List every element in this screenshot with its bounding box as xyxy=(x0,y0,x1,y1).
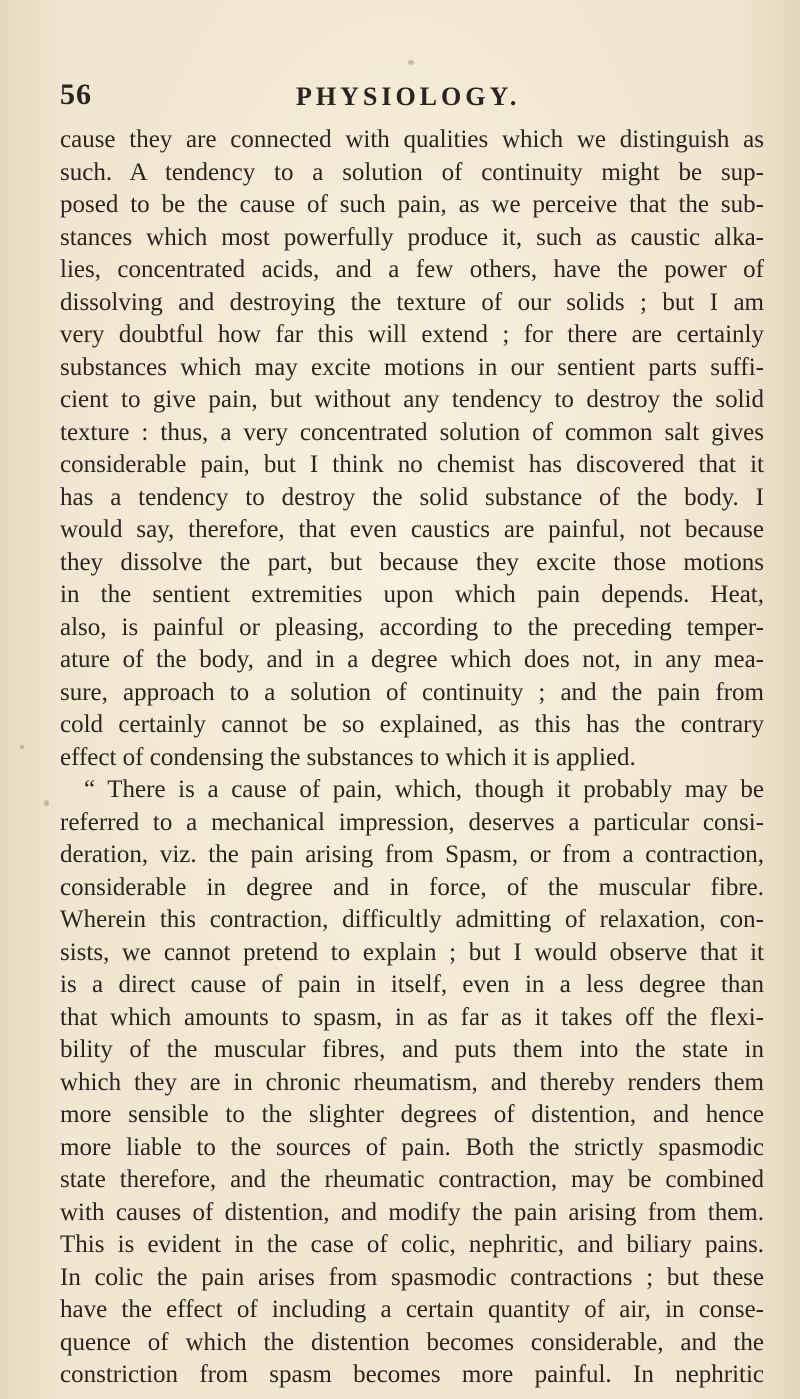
text-line: texture : thus, a very concentrated solution of common salt gives xyxy=(60,418,764,446)
text-line: state therefore, and the rheumatic contraction, may be combined xyxy=(60,1166,764,1193)
text-line: bility of the muscular fibres, and puts them into the state in xyxy=(60,1036,764,1063)
text-line: would say, therefore, that even caustics are painful, not because xyxy=(60,516,764,543)
text-line: such. A tendency to a solution of continuity might be sup- xyxy=(60,158,764,186)
ink-speck xyxy=(408,60,414,65)
text-line: In colic the pain arises from spasmodic contractions ; but these xyxy=(60,1263,764,1291)
text-line: cold certainly cannot be so explained, as this has the contrary xyxy=(60,711,764,738)
text-line: constriction from spasm becomes more painful. In nephritic xyxy=(60,1361,764,1388)
text-line: very doubtful how far this will extend ; for there are certainly xyxy=(60,321,764,348)
text-line: substances which may excite motions in our sentient parts suffi- xyxy=(60,353,764,381)
ink-speck xyxy=(44,800,49,806)
text-line: considerable in degree and in force, of the muscular fibre. xyxy=(60,873,764,901)
text-line: quence of which the distention becomes considerable, and the xyxy=(60,1328,764,1356)
text-line: with causes of distention, and modify the pain arising from them. xyxy=(60,1198,764,1226)
text-line: ature of the body, and in a degree which does not, in any mea- xyxy=(60,646,764,673)
text-line: effect of condensing the substances to which it is applied. xyxy=(60,743,636,771)
text-line: more liable to the sources of pain. Both the strictly spasmodic xyxy=(60,1133,764,1161)
text-line: “ There is a cause of pain, which, though it probably may be xyxy=(84,776,764,803)
running-head: PHYSIOLOGY. xyxy=(296,82,521,111)
text-line: referred to a mechanical impression, deserves a particular consi- xyxy=(60,808,764,836)
text-line: lies, concentrated acids, and a few others, have the power of xyxy=(60,256,764,283)
text-line: that which amounts to spasm, in as far as it takes off the flexi- xyxy=(60,1003,764,1031)
text-line: posed to be the cause of such pain, as we perceive that the sub- xyxy=(60,191,764,218)
text-line: has a tendency to destroy the solid substance of the body. I xyxy=(60,483,764,511)
text-line: they dissolve the part, but because they excite those motions xyxy=(60,548,764,576)
ink-speck xyxy=(20,745,24,749)
text-line: more sensible to the slighter degrees of distention, and hence xyxy=(60,1101,764,1128)
text-line: cient to give pain, but without any tendency to destroy the solid xyxy=(60,386,764,413)
text-line: sists, we cannot pretend to explain ; but I would observe that it xyxy=(60,938,764,966)
text-line: This is evident in the case of colic, nephritic, and biliary pains. xyxy=(60,1231,764,1258)
text-line: which they are in chronic rheumatism, and thereby renders them xyxy=(60,1068,764,1096)
page-header xyxy=(60,78,720,118)
text-line: dissolving and destroying the texture of our solids ; but I am xyxy=(60,288,764,316)
text-line: also, is painful or pleasing, according to the preceding temper- xyxy=(60,613,764,641)
text-line: is a direct cause of pain in itself, even in a less degree than xyxy=(60,971,764,998)
text-line: Wherein this contraction, difficultly admitting of relaxation, con- xyxy=(60,906,764,933)
text-line: stances which most powerfully produce it, such as caustic alka- xyxy=(60,223,764,251)
page-number: 56 xyxy=(60,78,92,111)
text-line: considerable pain, but I think no chemist has discovered that it xyxy=(60,451,764,478)
text-line: cause they are connected with qualities which we distinguish as xyxy=(60,126,764,153)
text-line: deration, viz. the pain arising from Spasm, or from a contraction, xyxy=(60,841,764,868)
body-text xyxy=(60,124,764,1392)
text-line: in the sentient extremities upon which pain depends. Heat, xyxy=(60,581,764,608)
text-line: sure, approach to a solution of continuity ; and the pain from xyxy=(60,678,764,706)
text-line: have the effect of including a certain quantity of air, in conse- xyxy=(60,1296,764,1323)
